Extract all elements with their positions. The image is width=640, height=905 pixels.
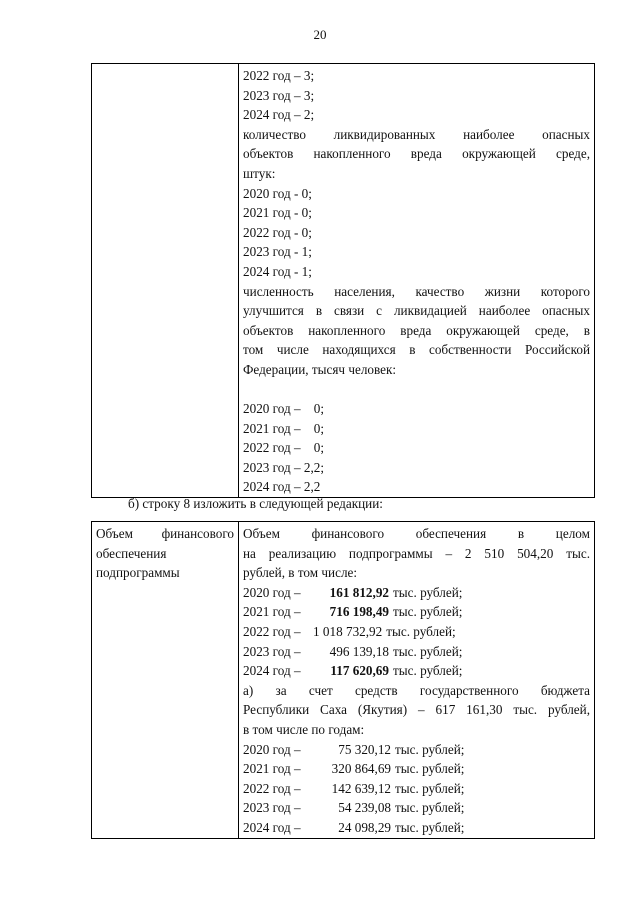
table-row bbox=[92, 522, 595, 839]
amount-unit: тыс. рублей; bbox=[393, 584, 463, 600]
amount-unit: тыс. рублей; bbox=[393, 663, 463, 679]
indicators-cell bbox=[239, 64, 595, 498]
year-line: 2022 год - 0; bbox=[243, 224, 312, 240]
budget-year-line bbox=[243, 818, 590, 838]
table-row bbox=[92, 64, 595, 498]
amount-unit: тыс. рублей; bbox=[395, 819, 465, 835]
left-cell-empty bbox=[92, 64, 239, 498]
paragraph-line: численность населения, качество жизни которого bbox=[243, 283, 590, 299]
year-label: 2023 год – bbox=[243, 643, 301, 659]
budget-year-line bbox=[243, 779, 590, 799]
year-line: 2020 год - 0; bbox=[243, 185, 312, 201]
amount-value: 75 320,12 bbox=[338, 741, 391, 757]
financing-label-cell bbox=[92, 522, 239, 839]
amount-unit: тыс. рублей; bbox=[393, 643, 463, 659]
year-label: 2021 год – bbox=[243, 604, 301, 620]
year-line: 2021 год - 0; bbox=[243, 205, 312, 221]
page-number: 20 bbox=[313, 27, 327, 42]
budget-year-line bbox=[243, 759, 590, 779]
year-label: 2022 год – bbox=[243, 780, 301, 796]
budget-year-line bbox=[243, 740, 590, 760]
amount-value: 496 139,18 bbox=[329, 643, 389, 659]
amount-unit: тыс. рублей; bbox=[395, 800, 465, 816]
label-line: обеспечения bbox=[96, 545, 167, 561]
amount-value: 54 239,08 bbox=[338, 800, 391, 816]
year-line: 2021 год – 0; bbox=[243, 420, 325, 436]
paragraph-line: Федерации, тысяч человек: bbox=[243, 361, 397, 377]
year-label: 2023 год – bbox=[243, 800, 301, 816]
year-line: 2022 год – 0; bbox=[243, 440, 325, 456]
amount-value: 1 018 732,92 bbox=[313, 623, 383, 639]
year-label: 2020 год – bbox=[243, 741, 301, 757]
paragraph-line: Объем финансового обеспечения в целом bbox=[243, 526, 590, 541]
year-line: 2023 год - 1; bbox=[243, 244, 312, 260]
year-label: 2024 год – bbox=[243, 819, 301, 835]
amount-value: 117 620,69 bbox=[330, 663, 389, 679]
amount-unit: тыс. рублей; bbox=[395, 741, 465, 757]
year-label: 2022 год – bbox=[243, 623, 301, 639]
year-line: 2024 год – 2; bbox=[243, 107, 315, 123]
year-line: 2022 год – 3; bbox=[243, 68, 315, 83]
amount-value: 142 639,12 bbox=[331, 780, 391, 796]
amount-value: 320 864,69 bbox=[331, 761, 391, 777]
paragraph-line: рублей, в том числе: bbox=[243, 565, 358, 581]
paragraph-line: в том числе по годам: bbox=[243, 721, 365, 737]
year-line: 2020 год – 0; bbox=[243, 401, 325, 417]
paragraph-line: штук: bbox=[243, 165, 276, 181]
year-line: 2023 год – 3; bbox=[243, 87, 315, 103]
blank-line bbox=[243, 380, 590, 400]
amount-value: 716 198,49 bbox=[329, 604, 389, 620]
amount-unit: тыс. рублей; bbox=[386, 623, 456, 639]
budget-year-line bbox=[243, 798, 590, 818]
total-year-line bbox=[243, 642, 590, 662]
total-year-line bbox=[243, 661, 590, 681]
paragraph-line: а) за счет средств государственного бюджета bbox=[243, 682, 590, 698]
amount-value: 161 812,92 bbox=[329, 584, 389, 600]
year-label: 2024 год – bbox=[243, 663, 301, 679]
amount-unit: тыс. рублей; bbox=[395, 780, 465, 796]
paragraph-line: Республики Саха (Якутия) – 617 161,30 тыс. рублей, bbox=[243, 702, 590, 718]
amount-unit: тыс. рублей; bbox=[395, 761, 465, 777]
total-year-line bbox=[243, 583, 590, 603]
paragraph-line: количество ликвидированных наиболее опасных bbox=[243, 126, 590, 142]
label-line: подпрограммы bbox=[96, 565, 180, 581]
paragraph-line: улучшится в связи с ликвидацией наиболее опасных bbox=[243, 303, 590, 319]
indicators-table bbox=[91, 63, 595, 498]
total-year-line bbox=[243, 602, 590, 622]
year-line: 2024 год - 1; bbox=[243, 263, 312, 279]
year-label: 2020 год – bbox=[243, 584, 301, 600]
total-year-line bbox=[243, 622, 590, 642]
paragraph-line: на реализацию подпрограммы – 2 510 504,20 тыс. bbox=[243, 545, 590, 561]
label-line: Объем финансового bbox=[96, 526, 234, 541]
year-line: 2023 год – 2,2; bbox=[243, 459, 325, 475]
paragraph-line: объектов накопленного вреда окружающей среде, в bbox=[243, 322, 590, 338]
year-line: 2024 год – 2,2 bbox=[243, 479, 321, 495]
amendment-caption: б) строку 8 изложить в следующей редакции: bbox=[128, 496, 383, 511]
financing-table bbox=[91, 521, 595, 839]
paragraph-line: объектов накопленного вреда окружающей среде, bbox=[243, 146, 590, 162]
year-label: 2021 год – bbox=[243, 761, 301, 777]
paragraph-line: том числе находящихся в собственности Российской bbox=[243, 342, 590, 358]
amount-value: 24 098,29 bbox=[338, 819, 391, 835]
amount-unit: тыс. рублей; bbox=[393, 604, 463, 620]
financing-details-cell bbox=[239, 522, 595, 839]
